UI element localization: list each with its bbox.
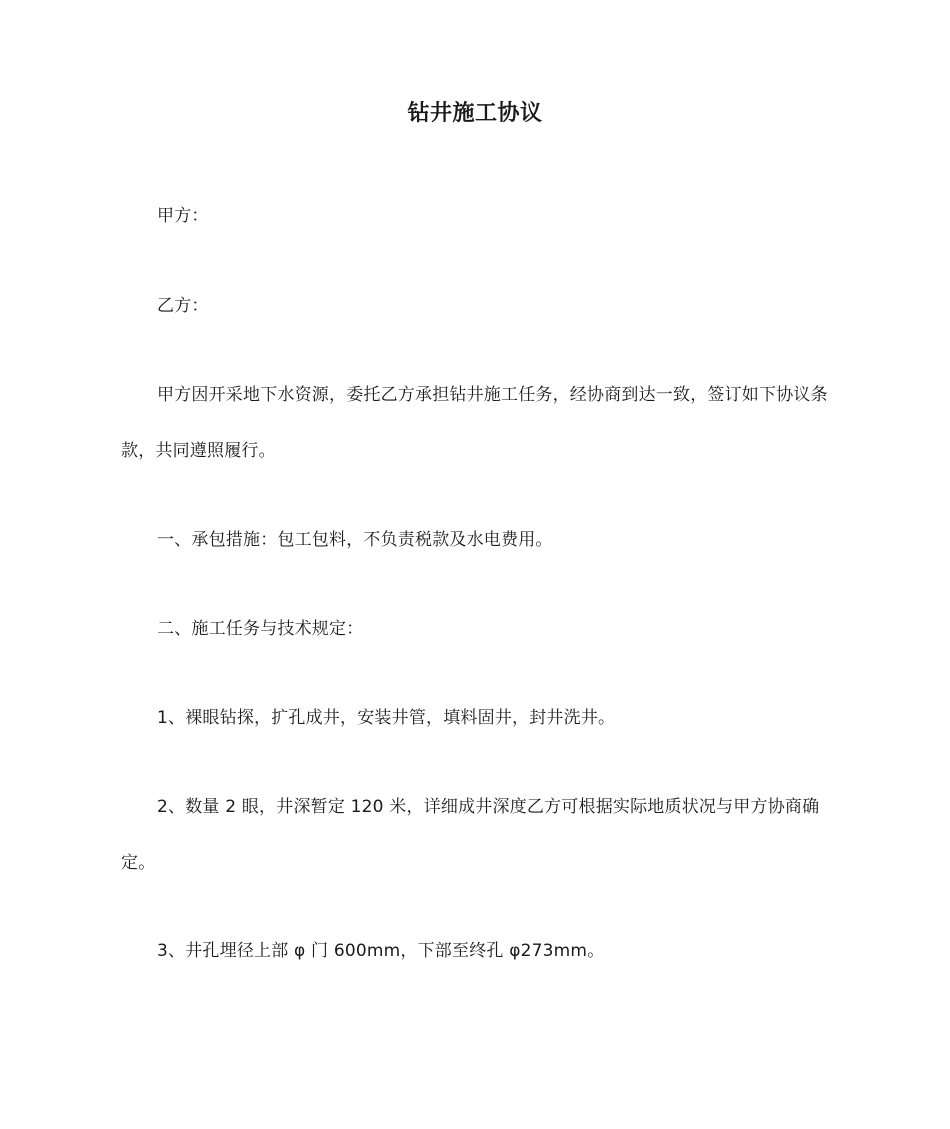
list-item-1: 1、裸眼钻探，扩孔成井，安装井管，填料固井，封井洗井。: [157, 708, 616, 728]
document-title: 钻井施工协议: [407, 101, 543, 126]
party-b-line: 乙方：: [157, 296, 209, 316]
section-construction-tasks: 二、施工任务与技术规定：: [157, 619, 364, 639]
list-item-2: 2、数量 2 眼，井深暂定 120 米，详细成井深度乙方可根据实际地质状况与甲方协商确定。: [121, 797, 820, 873]
list-item-3: 3、井孔埋径上部 φ 门 600mm，下部至终孔 φ273mm。: [157, 941, 605, 961]
section-contract-terms: 一、承包措施：包工包料，不负责税款及水电费用。: [157, 530, 553, 550]
party-a-line: 甲方：: [157, 206, 209, 226]
intro-paragraph: 甲方因开采地下水资源，委托乙方承担钻井施工任务，经协商到达一致，签订如下协议条款，共同遵照履行。: [121, 385, 828, 461]
